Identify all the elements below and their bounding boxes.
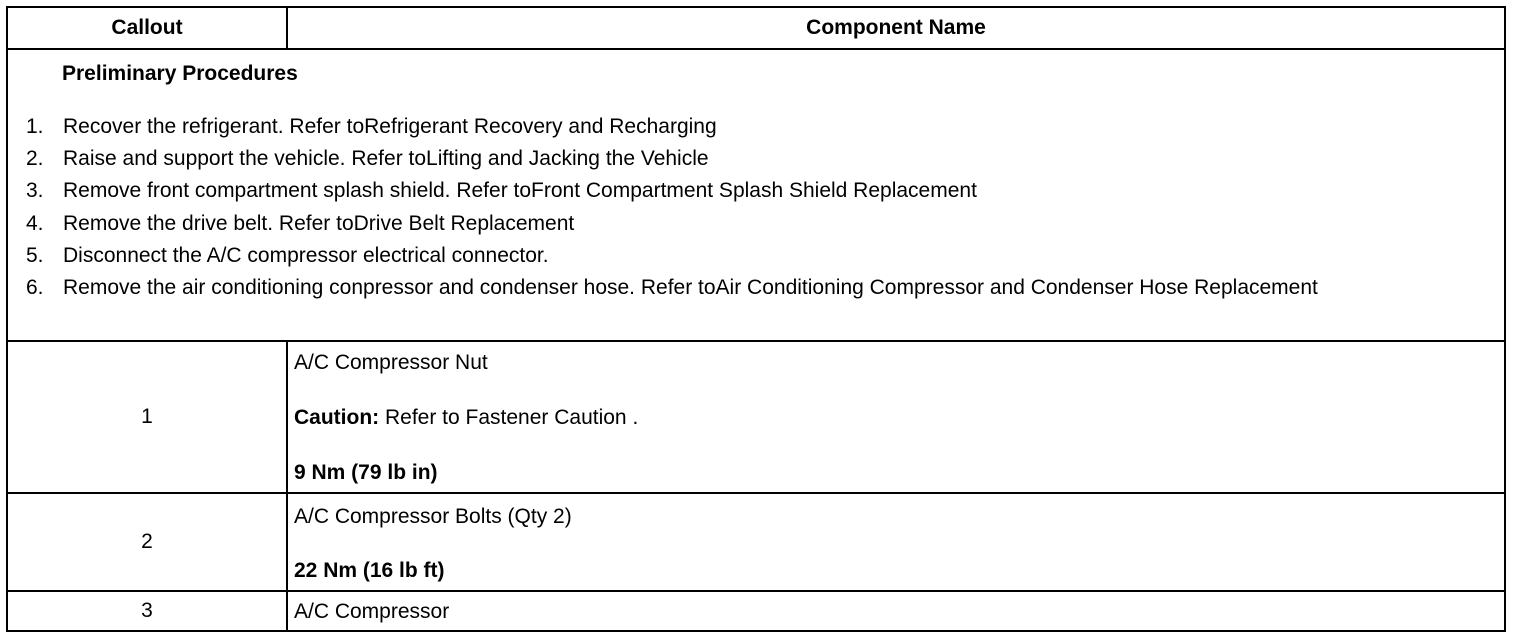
step-item bbox=[8, 178, 1448, 203]
preliminary-cell bbox=[7, 49, 1505, 341]
preliminary-steps bbox=[8, 114, 1448, 307]
step-number: 3. bbox=[26, 179, 44, 203]
component-name-header: Component Name bbox=[287, 7, 1505, 49]
preliminary-title: Preliminary Procedures bbox=[62, 62, 298, 85]
torque-spec: 9 Nm (79 lb in) bbox=[294, 461, 438, 484]
step-number: 5. bbox=[26, 243, 44, 267]
step-item bbox=[8, 114, 1448, 139]
step-number: 1. bbox=[26, 115, 44, 138]
step-item bbox=[8, 275, 1448, 300]
table-row bbox=[7, 341, 1505, 493]
step-number: 4. bbox=[26, 211, 44, 235]
caution-note bbox=[294, 405, 638, 430]
step-text: Disconnect the A/C compressor electrical connector. bbox=[63, 243, 549, 267]
step-text: Remove front compartment splash shield. Refer toFront Compartment Splash Shield Replacement bbox=[63, 179, 977, 203]
table-row bbox=[7, 591, 1505, 631]
preliminary-row bbox=[7, 49, 1505, 341]
step-item bbox=[8, 146, 1448, 171]
caution-label: Caution: bbox=[294, 406, 380, 429]
step-text: Raise and support the vehicle. Refer toLifting and Jacking the Vehicle bbox=[63, 147, 709, 171]
callout-number: 2 bbox=[7, 493, 287, 591]
component-name: A/C Compressor Nut bbox=[294, 351, 488, 374]
callout-header: Callout bbox=[7, 7, 287, 49]
component-cell bbox=[287, 341, 1505, 493]
torque-spec: 22 Nm (16 lb ft) bbox=[294, 559, 445, 582]
step-text: Remove the air conditioning conpressor and condenser hose. Refer toAir Conditioning Compressor and Condenser Hose Replacement bbox=[63, 275, 1318, 299]
callout-number: 1 bbox=[7, 341, 287, 493]
step-text: Remove the drive belt. Refer toDrive Belt Replacement bbox=[63, 211, 575, 235]
component-cell bbox=[287, 591, 1505, 631]
header-row bbox=[7, 7, 1505, 49]
component-name: A/C Compressor bbox=[294, 600, 450, 623]
step-item bbox=[8, 211, 1448, 236]
procedure-table bbox=[6, 6, 1506, 632]
component-cell bbox=[287, 493, 1505, 591]
component-name: A/C Compressor Bolts (Qty 2) bbox=[294, 505, 572, 528]
step-text: Recover the refrigerant. Refer toRefrigerant Recovery and Recharging bbox=[63, 115, 717, 138]
step-number: 2. bbox=[26, 147, 44, 171]
caution-text: Refer to Fastener Caution . bbox=[379, 406, 639, 429]
table-row bbox=[7, 493, 1505, 591]
step-item bbox=[8, 243, 1448, 268]
callout-number: 3 bbox=[7, 591, 287, 631]
step-number: 6. bbox=[26, 275, 44, 299]
